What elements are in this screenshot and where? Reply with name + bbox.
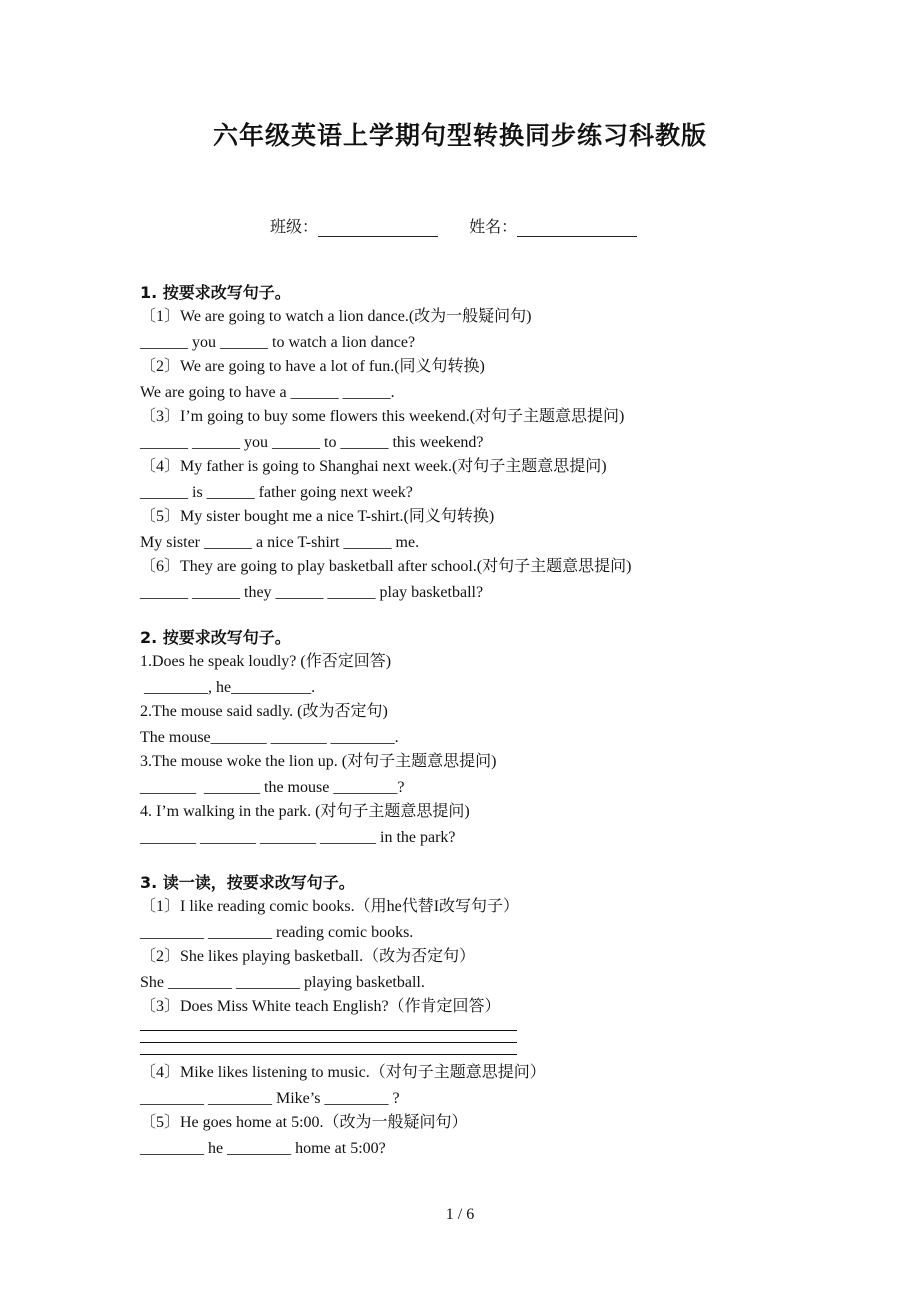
- question-line: 〔1〕I like reading comic books.（用he代替I改写句子）: [140, 898, 520, 915]
- name-label: 姓名：: [469, 217, 518, 236]
- answer-line[interactable]: ________ ________ Mike’s ________ ?: [140, 1090, 400, 1107]
- answer-line[interactable]: We are going to have a ______ ______.: [140, 384, 395, 401]
- answer-line[interactable]: ________ he ________ home at 5:00?: [140, 1140, 386, 1157]
- answer-line[interactable]: She ________ ________ playing basketball.: [140, 974, 425, 991]
- question-line: 〔3〕I’m going to buy some flowers this weekend.(对句子主题意思提问): [140, 408, 625, 425]
- question-line: 3.The mouse woke the lion up. (对句子主题意思提问): [140, 753, 497, 770]
- question-line: 〔5〕My sister bought me a nice T-shirt.(同义句转换): [140, 508, 495, 525]
- question-line: 〔4〕Mike likes listening to music.（对句子主题意思提问）: [140, 1064, 546, 1081]
- question-line: 4. I’m walking in the park. (对句子主题意思提问): [140, 803, 470, 820]
- question-line: 〔1〕We are going to watch a lion dance.(改为一般疑问句): [140, 308, 532, 325]
- answer-line[interactable]: ______ ______ you ______ to ______ this weekend?: [140, 434, 484, 451]
- answer-rule[interactable]: [140, 1031, 517, 1043]
- student-info: [270, 214, 663, 237]
- answer-rule[interactable]: [140, 1019, 517, 1031]
- section-gap: [140, 605, 860, 626]
- question-line: 〔6〕They are going to play basketball after school.(对句子主题意思提问): [140, 558, 632, 575]
- question-line: 〔5〕He goes home at 5:00.（改为一般疑问句）: [140, 1114, 468, 1131]
- answer-line[interactable]: ______ is ______ father going next week?: [140, 484, 413, 501]
- question-line: 2.The mouse said sadly. (改为否定句): [140, 703, 388, 720]
- answer-line[interactable]: ________ ________ reading comic books.: [140, 924, 414, 941]
- document-title: 六年级英语上学期句型转换同步练习科教版: [212, 121, 707, 150]
- question-line: 〔3〕Does Miss White teach English?（作肯定回答）: [140, 998, 501, 1015]
- answer-line[interactable]: ______ you ______ to watch a lion dance?: [140, 334, 416, 351]
- section-gap: [140, 850, 860, 871]
- question-line: 〔2〕She likes playing basketball.（改为否定句）: [140, 948, 476, 965]
- question-line: 〔2〕We are going to have a lot of fun.(同义句转换): [140, 358, 485, 375]
- answer-rule[interactable]: [140, 1043, 517, 1055]
- answer-line[interactable]: _______ _______ the mouse ________?: [140, 779, 405, 796]
- page-number: 1 / 6: [445, 1206, 475, 1223]
- name-blank[interactable]: [517, 222, 637, 237]
- answer-line[interactable]: ______ ______ they ______ ______ play basketball?: [140, 584, 484, 601]
- answer-line[interactable]: _______ _______ _______ _______ in the park?: [140, 829, 456, 846]
- exercise-content: [140, 281, 860, 1161]
- class-blank[interactable]: [318, 222, 438, 237]
- answer-line[interactable]: ________, he__________.: [140, 679, 316, 696]
- section-2-heading: 2. 按要求改写句子。: [140, 628, 291, 647]
- section-1-heading: 1. 按要求改写句子。: [140, 283, 291, 302]
- class-label: 班级：: [270, 217, 319, 236]
- question-line: 〔4〕My father is going to Shanghai next week.(对句子主题意思提问): [140, 458, 607, 475]
- section-3-heading: 3. 读一读，按要求改写句子。: [140, 873, 355, 892]
- question-line: 1.Does he speak loudly? (作否定回答): [140, 653, 392, 670]
- answer-line[interactable]: The mouse_______ _______ ________.: [140, 729, 399, 746]
- answer-line[interactable]: My sister ______ a nice T-shirt ______ me.: [140, 534, 420, 551]
